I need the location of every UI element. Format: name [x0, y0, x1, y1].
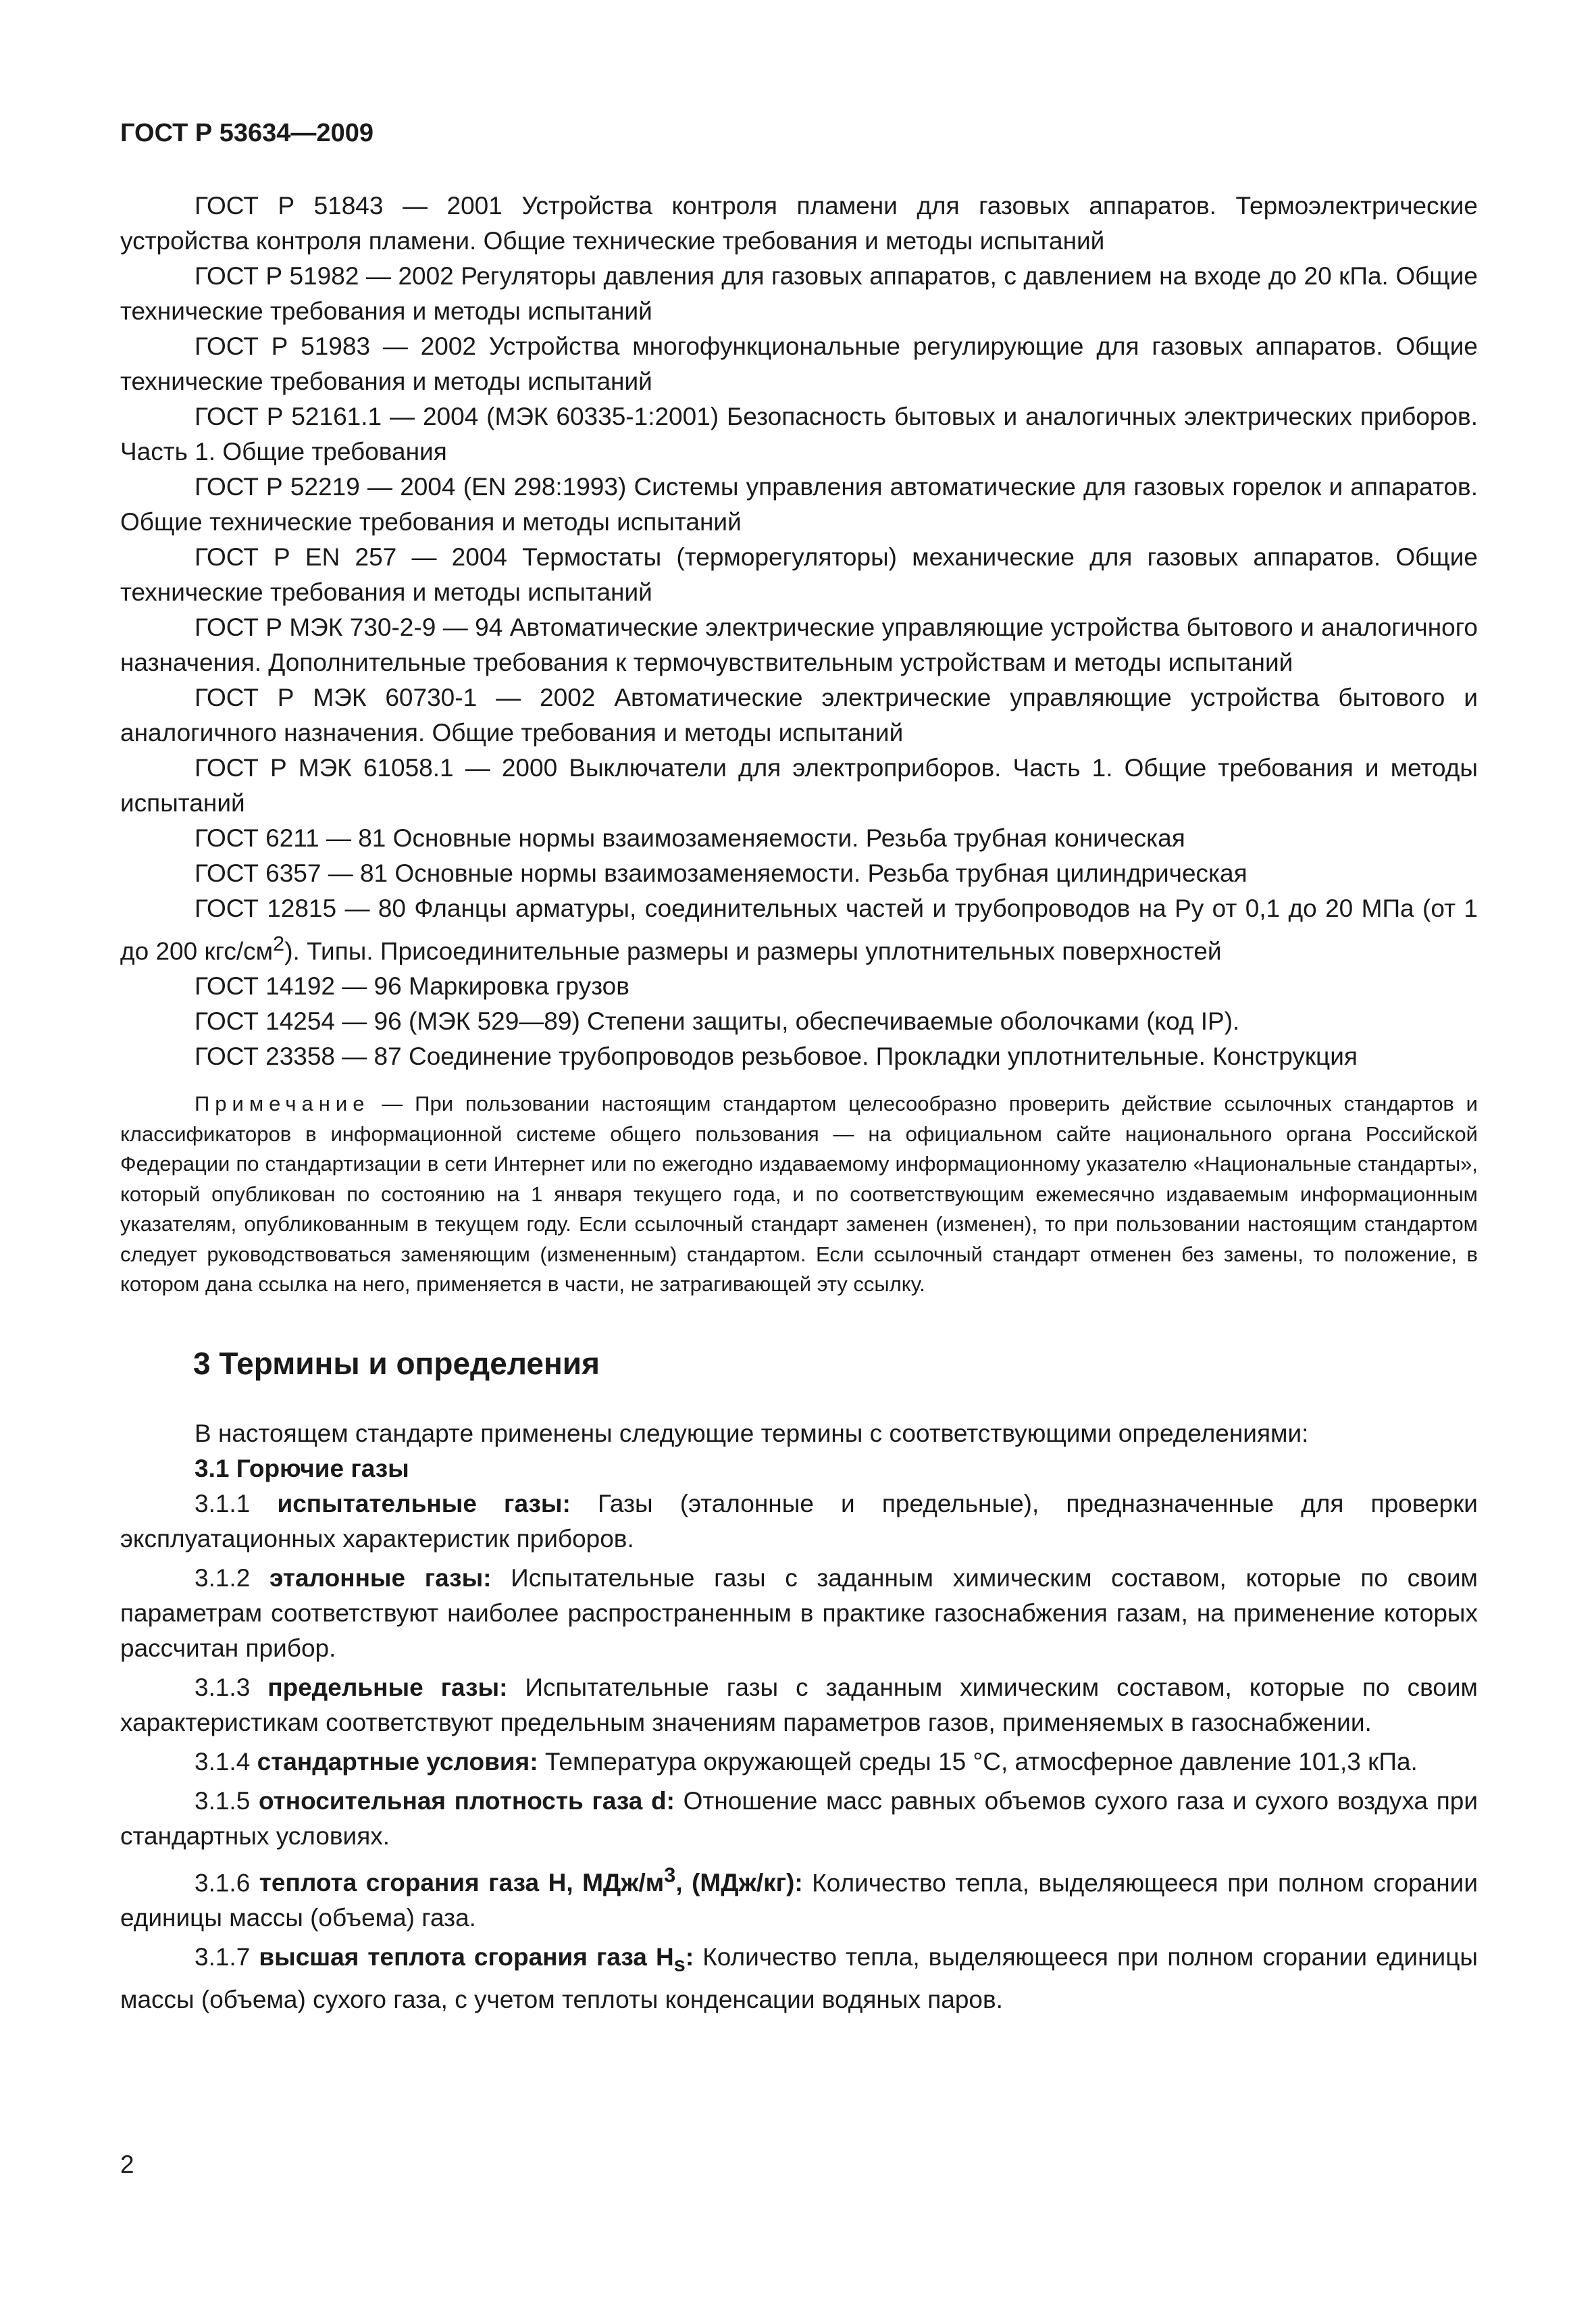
term-number: 3.1.4	[195, 1747, 257, 1776]
term-number: 3.1.3	[195, 1673, 268, 1701]
reference-item: ГОСТ 14254 — 96 (МЭК 529—89) Степени защиты, обеспечиваемые оболочками (код IP).	[195, 1007, 1240, 1036]
section-title: 3 Термины и определения	[193, 1345, 600, 1381]
reference-item: ГОСТ Р 51982 — 2002 Регуляторы давления для газовых аппаратов, с давлением на входе до 20 кПа. Общие технические требования и методы испытаний	[120, 262, 1478, 325]
reference-item: ГОСТ Р МЭК 61058.1 — 2000 Выключатели для электроприборов. Часть 1. Общие требования и методы испытаний	[120, 754, 1478, 817]
document-page	[120, 119, 1478, 2017]
term-text: Испытательные газы с заданным химическим составом, которые по своим характеристикам соответствуют предельным значениям параметров газов, применяемых в газоснабжении.	[120, 1673, 1478, 1736]
subsection-heading: 3.1 Горючие газы	[195, 1454, 409, 1482]
reference-item: ГОСТ Р EN 257 — 2004 Термостаты (терморегуляторы) механические для газовых аппаратов. Общие технические требования и методы испытаний	[120, 543, 1478, 606]
term-definition	[120, 1784, 1478, 1854]
term-number: 3.1.7	[195, 1943, 259, 1971]
section-intro: В настоящем стандарте применены следующие термины с соответствующими определениями:	[195, 1419, 1309, 1447]
term-definition	[120, 1561, 1478, 1666]
subscript: s	[673, 1952, 686, 1976]
reference-item: ГОСТ Р 51843 — 2001 Устройства контроля пламени для газовых аппаратов. Термоэлектрические устройства контроля пламени. Общие технические требования и методы испытаний	[120, 192, 1478, 255]
reference-text: ГОСТ 12815 — 80 Фланцы арматуры, соединительных частей и трубопроводов на Ру от 0,1 до 20 МПа (от 1 до 200 кгс/см	[120, 895, 1478, 965]
page-number: 2	[120, 2150, 134, 2178]
note-text: — При пользовании настоящим стандартом целесообразно проверить действие ссылочных стандартов и классификаторов в информационной системе общего пользования — на официальном сайте национального органа Российской Федерации по стандартизации в сети Интернет или по ежегодно издаваемому информационному указателю «Национальные стандарты», который опубликован по состоянию на 1 января текущего года, и по соответствующим ежемесячно издаваемым информационным указателям, опубликованным в текущем году. Если ссылочный стандарт заменен (изменен), то при пользовании настоящим стандартом следует руководствоваться заменяющим (измененным) стандартом. Если ссылочный стандарт отменен без замены, то положение, в котором дана ссылка на него, применяется в части, не затрагивающей эту ссылку.	[120, 1092, 1478, 1297]
reference-text: ). Типы. Присоединительные размеры и размеры уплотнительных поверхностей	[284, 937, 1222, 965]
term-text: Количество тепла, выделяющееся при полном сгорании единицы массы (объема) газа.	[120, 1869, 1478, 1932]
reference-item: ГОСТ Р МЭК 60730-1 — 2002 Автоматические электрические управляющие устройства бытового и аналогичного назначения. Общие требования и методы испытаний	[120, 684, 1478, 747]
note-label: Примечание	[195, 1092, 370, 1116]
term-definition	[120, 1486, 1478, 1557]
term-name: стандартные условия:	[257, 1747, 538, 1776]
term-name-part: высшая теплота сгорания газа Н	[259, 1943, 674, 1971]
references-list	[120, 188, 1478, 1074]
reference-item-12815	[120, 891, 1478, 969]
reference-item: ГОСТ 6357 — 81 Основные нормы взаимозаменяемости. Резьба трубная цилиндрическая	[195, 859, 1247, 887]
term-definition	[120, 1670, 1478, 1740]
reference-item: ГОСТ 6211 — 81 Основные нормы взаимозаменяемости. Резьба трубная коническая	[195, 824, 1185, 852]
term-number: 3.1.6	[195, 1869, 259, 1897]
term-text: Температура окружающей среды 15 °С, атмосферное давление 101,3 кПа.	[538, 1747, 1418, 1776]
term-name: испытательные газы:	[277, 1489, 571, 1517]
term-definition	[120, 1940, 1478, 2017]
reference-item: ГОСТ 23358 — 87 Соединение трубопроводов резьбовое. Прокладки уплотнительные. Конструкция	[195, 1042, 1358, 1071]
term-name	[259, 1943, 694, 1976]
term-definition	[120, 1858, 1478, 1936]
reference-item: ГОСТ Р 52219 — 2004 (EN 298:1993) Системы управления автоматические для газовых горелок и аппаратов. Общие технические требования и методы испытаний	[120, 473, 1478, 536]
reference-item: ГОСТ Р МЭК 730-2-9 — 94 Автоматические электрические управляющие устройства бытового и аналогичного назначения. Дополнительные требования к термочувствительным устройствам и методы испытаний	[120, 613, 1478, 676]
term-name: предельные газы:	[267, 1673, 508, 1701]
term-name	[259, 1863, 803, 1897]
term-number: 3.1.5	[195, 1786, 259, 1815]
term-text: Газы (эталонные и предельные), предназначенные для проверки эксплуатационных характеристик приборов.	[120, 1489, 1478, 1553]
reference-item: ГОСТ Р 51983 — 2002 Устройства многофункциональные регулирующие для газовых аппаратов. Общие технические требования и методы испытаний	[120, 332, 1478, 395]
term-text: Испытательные газы с заданным химическим составом, которые по своим параметрам соответствуют наиболее распространенным в практике газоснабжения газам, на применение которых рассчитан прибор.	[120, 1563, 1478, 1662]
term-text: Количество тепла, выделяющееся при полном сгорании единицы массы (объема) сухого газа, с учетом теплоты конденсации водяных паров.	[120, 1943, 1478, 2013]
term-name-part: , (МДж/кг):	[675, 1869, 803, 1897]
reference-item: ГОСТ 14192 — 96 Маркировка грузов	[195, 972, 629, 1001]
term-name: относительная плотность газа d:	[258, 1786, 675, 1815]
superscript: 2	[273, 932, 285, 955]
document-header: ГОСТ Р 53634—2009	[120, 119, 374, 147]
reference-item: ГОСТ Р 52161.1 — 2004 (МЭК 60335-1:2001) Безопасность бытовых и аналогичных электрических приборов. Часть 1. Общие требования	[120, 403, 1478, 466]
term-number: 3.1.2	[195, 1563, 269, 1592]
superscript: 3	[664, 1863, 676, 1887]
term-name-part: :	[685, 1943, 694, 1971]
term-definition	[120, 1744, 1478, 1780]
term-name: эталонные газы:	[269, 1563, 492, 1592]
term-text: Отношение масс равных объемов сухого газа и сухого воздуха при стандартных условиях.	[120, 1786, 1478, 1850]
note-paragraph	[120, 1089, 1478, 1300]
term-name-part: теплота сгорания газа Н, МДж/м	[259, 1869, 665, 1897]
term-number: 3.1.1	[195, 1489, 278, 1517]
